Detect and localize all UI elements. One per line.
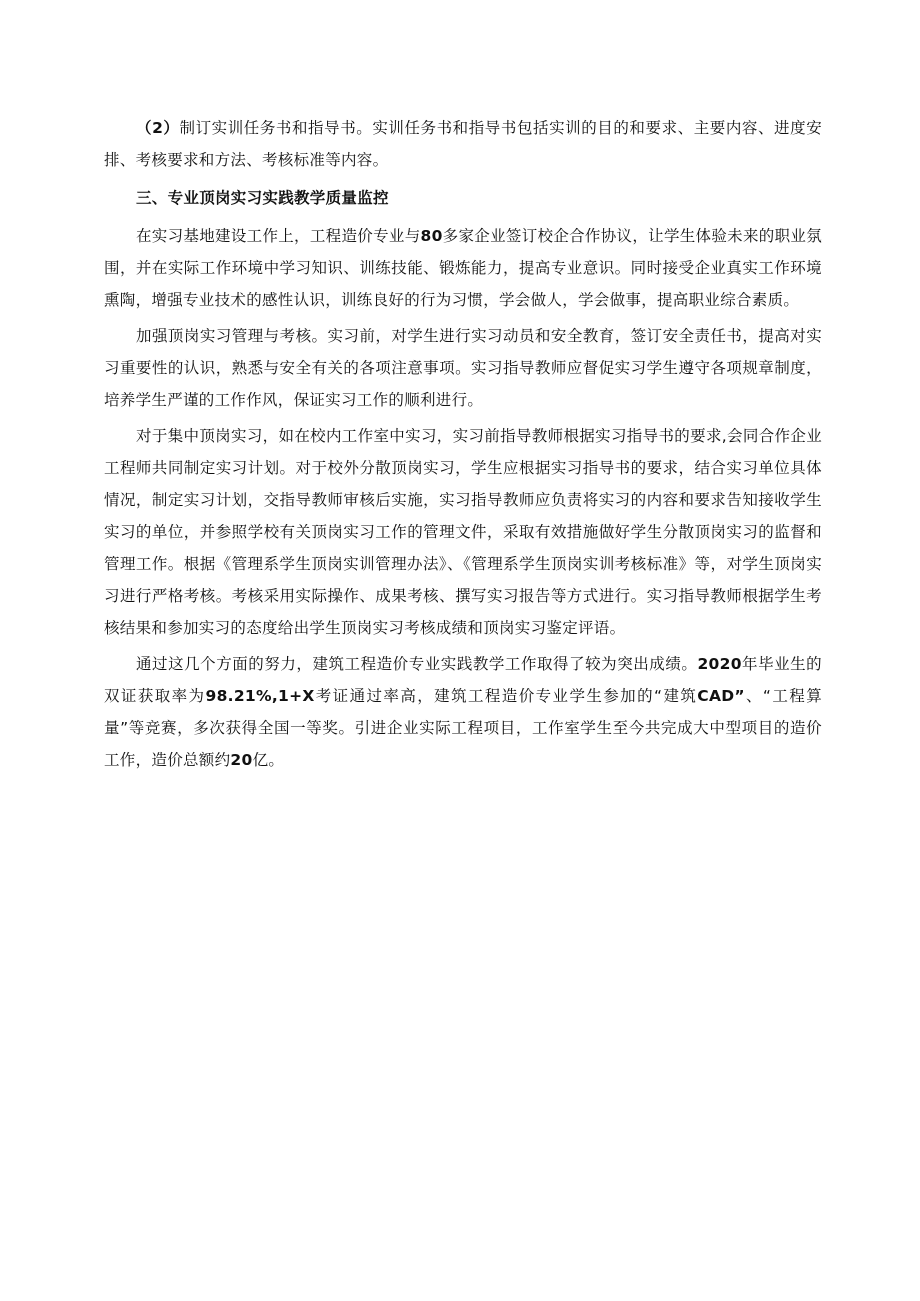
paragraph-task-book — [104, 112, 822, 176]
rate-value: 98.21%,1+X — [205, 687, 315, 705]
paragraph-text: 、“工程算量”等竞赛，多次获得全国一等奖。引进企业实际工程项目，工作室学生至今共完成大中型项目的造价工作，造价总额约 — [104, 687, 822, 769]
paragraph-practice-base — [104, 220, 822, 316]
paragraph-text: 考证通过率高，建筑工程造价专业学生参加的“建筑 — [314, 687, 698, 705]
paragraph-achievements — [104, 648, 822, 776]
cad-label: CAD” — [697, 687, 745, 705]
paragraph-text: 年毕业生的双证获取率为 — [104, 655, 822, 705]
paragraph-text: 在实习基地建设工作上，工程造价专业与 — [136, 227, 421, 245]
paragraph-text: 制订实训任务书和指导书。实训任务书和指导书包括实训的目的和要求、主要内容、进度安排、考核要求和方法、考核标准等内容。 — [104, 119, 822, 169]
item-number: （2） — [136, 119, 180, 137]
amount-value: 20 — [230, 751, 253, 769]
paragraph-text: 亿。 — [252, 751, 285, 769]
paragraph-centralized-internship: 对于集中顶岗实习，如在校内工作室中实习，实习前指导教师根据实习指导书的要求,会同合作企业工程师共同制定实习计划。对于校外分散顶岗实习，学生应根据实习指导书的要求，结合实习单位具体情况，制定实习计划，交指导教师审核后实施，实习指导教师应负责将实习的内容和要求告知接收学生实习的单位，并参照学校有关顶岗实习工作的管理文件，采取有效措施做好学生分散顶岗实习的监督和管理工作。根据《管理系学生顶岗实训管理办法》、《管理系学生顶岗实训考核标准》等，对学生顶岗实习进行严格考核。考核采用实际操作、成果考核、撰写实习报告等方式进行。实习指导教师根据学生考核结果和参加实习的态度给出学生顶岗实习考核成绩和顶岗实习鉴定评语。 — [104, 427, 822, 637]
document-body — [104, 112, 822, 776]
enterprise-count: 80 — [420, 227, 443, 245]
section-heading: 三、专业顶岗实习实践教学质量监控 — [136, 189, 389, 207]
paragraph-text: 多家企业签订校企合作协议，让学生体验未来的职业氛围，并在实际工作环境中学习知识、训练技能、锻炼能力，提高专业意识。同时接受企业真实工作环境熏陶，增强专业技术的感性认识，训练良好的行为习惯，学会做人，学会做事，提高职业综合素质。 — [104, 227, 822, 309]
paragraph-internship-management: 加强顶岗实习管理与考核。实习前，对学生进行实习动员和安全教育，签订安全责任书，提高对实习重要性的认识，熟悉与安全有关的各项注意事项。实习指导教师应督促实习学生遵守各项规章制度，培养学生严谨的工作作风，保证实习工作的顺利进行。 — [104, 327, 822, 409]
paragraph-text: 通过这几个方面的努力，建筑工程造价专业实践教学工作取得了较为突出成绩。 — [136, 655, 698, 673]
year-value: 2020 — [697, 655, 742, 673]
